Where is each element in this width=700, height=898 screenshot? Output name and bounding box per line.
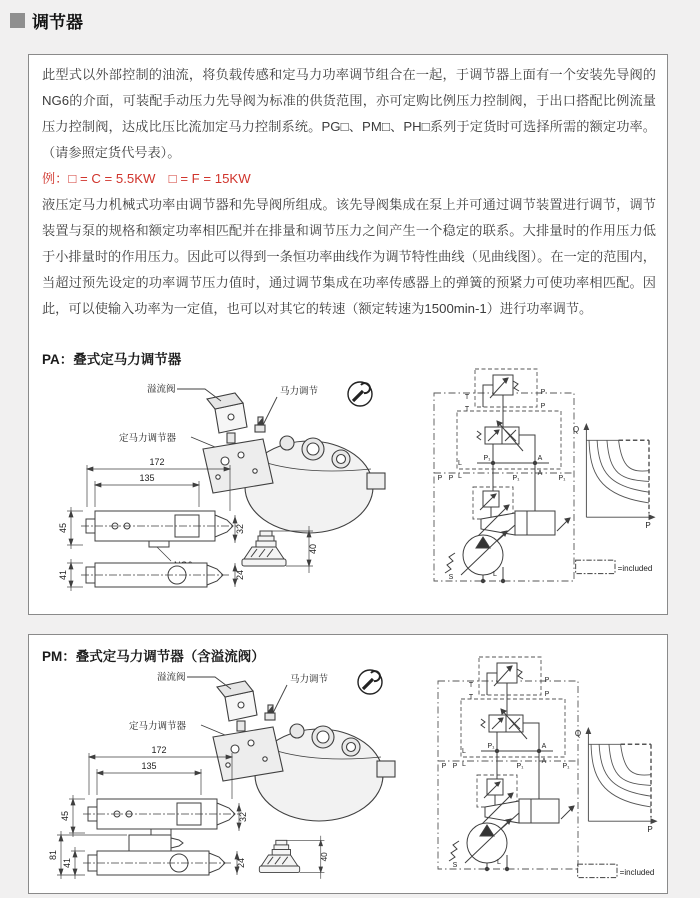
valve-side-view bbox=[83, 835, 233, 875]
circuit-frames bbox=[438, 657, 578, 869]
page-header bbox=[10, 8, 83, 33]
dim-total-width: 172 bbox=[149, 457, 165, 467]
pm-section-title: PM：叠式定马力调节器（含溢流阀） bbox=[42, 649, 265, 664]
wrench-icon bbox=[358, 670, 382, 694]
dim-flange-height: 40 bbox=[308, 543, 318, 555]
chart-ylabel: Q bbox=[574, 729, 582, 739]
dim-nose-height: 32 bbox=[235, 523, 245, 535]
port-p-top2: P bbox=[540, 403, 546, 410]
pa-dimension-drawing bbox=[57, 451, 247, 601]
dim-nose-height: 32 bbox=[238, 811, 248, 823]
dim-height: 45 bbox=[60, 810, 70, 822]
chart-curves bbox=[588, 744, 651, 817]
legend-swatch bbox=[578, 864, 617, 877]
intro-example: 例：□ = C = 5.5KW □ = F = 15KW bbox=[42, 171, 251, 186]
port-t2: T bbox=[464, 406, 470, 413]
chart-xlabel: P bbox=[647, 824, 653, 834]
dim-side-nose: 24 bbox=[236, 857, 246, 869]
port-p-top1: P bbox=[540, 389, 546, 396]
port-a1: A bbox=[541, 743, 547, 750]
port-l1: L bbox=[458, 460, 462, 467]
power-adjust-label: 马力调节 bbox=[290, 674, 329, 685]
pa-section-title: PA：叠式定马力调节器 bbox=[42, 352, 182, 367]
port-p1-right: P₁ bbox=[558, 475, 566, 482]
pilot-relief-valve-symbol bbox=[483, 375, 519, 427]
regulator-label: 定马力调节器 bbox=[129, 721, 187, 732]
legend-swatch bbox=[576, 560, 615, 573]
circuit-frames bbox=[434, 369, 574, 581]
port-p-top2: P bbox=[544, 691, 550, 698]
legend-note: =included bbox=[619, 867, 655, 877]
lower-relief-valve-symbol bbox=[480, 463, 499, 521]
dim-inner-width: 135 bbox=[141, 761, 157, 771]
relief-valve-label: 溢流阀 bbox=[157, 672, 186, 683]
port-l-bottom: L bbox=[493, 571, 497, 578]
dim-height: 45 bbox=[58, 522, 68, 534]
port-t2: T bbox=[468, 694, 474, 701]
legend-note: =included bbox=[617, 563, 653, 573]
flange-part bbox=[242, 531, 286, 566]
pm-panel bbox=[28, 634, 668, 894]
pa-panel bbox=[28, 54, 668, 615]
port-p-left2: P bbox=[452, 763, 458, 770]
port-l1: L bbox=[462, 748, 466, 755]
port-l2: L bbox=[462, 761, 466, 768]
wrench-icon bbox=[348, 382, 372, 406]
valve-top-view bbox=[83, 799, 239, 835]
relief-valve-label: 溢流阀 bbox=[147, 384, 176, 395]
chart-curves bbox=[586, 440, 649, 513]
section-bullet-icon bbox=[10, 13, 25, 28]
pm-dimension-drawing bbox=[48, 739, 248, 889]
pm-flange-drawing bbox=[241, 833, 351, 888]
pm-pq-chart bbox=[567, 721, 667, 891]
intro-text bbox=[42, 62, 656, 322]
port-p-left1: P bbox=[437, 475, 443, 482]
dim-total-width: 172 bbox=[151, 745, 167, 755]
port-spring-s: S bbox=[452, 862, 458, 869]
dim-side-height: 41 bbox=[62, 857, 72, 869]
dim-side-total-height: 81 bbox=[48, 849, 58, 861]
port-p-left2: P bbox=[448, 475, 454, 482]
pm-hydraulic-circuit bbox=[433, 651, 583, 883]
port-p-top1: P bbox=[544, 677, 550, 684]
lower-relief-valve-symbol bbox=[484, 751, 503, 809]
port-p1-low: P₁ bbox=[512, 475, 520, 482]
port-a2: A bbox=[537, 470, 543, 477]
chart-xlabel: P bbox=[645, 520, 651, 530]
pa-flange-drawing bbox=[227, 523, 337, 583]
intro-paragraph-1: 此型式以外部控制的油流，将负载传感和定马力功率调节组合在一起，于调节器上面有一个安装先导阀的NG6的介面，可装配手动压力先导阀为标准的供货范围，亦可定购比例压力控制阀，于出口搭配比例流量压力控制阀，达成比压比流加定马力控制系统。PG□、PM□、PH□系列于定货时可选择所需的额定功率。（请参照定货代号表）。 bbox=[42, 67, 656, 160]
port-a1: A bbox=[537, 455, 543, 462]
dim-inner-width: 135 bbox=[139, 473, 155, 483]
pa-pq-chart bbox=[565, 417, 665, 587]
port-t1: T bbox=[464, 394, 470, 401]
port-p1-right: P₁ bbox=[562, 763, 570, 770]
port-spring-s: S bbox=[448, 574, 454, 581]
page-title: 调节器 bbox=[32, 13, 83, 32]
regulator-label: 定马力调节器 bbox=[119, 433, 177, 444]
port-p1-mid: P₁ bbox=[483, 455, 491, 462]
port-p-left1: P bbox=[441, 763, 447, 770]
port-t1: T bbox=[468, 682, 474, 689]
valve-side-view bbox=[81, 563, 231, 587]
intro-paragraph-2: 液压定马力机械式功率由调节器和先导阀所组成。该先导阀集成在泵上并可通过调节装置进行调节，调节装置与泵的规格和额定功率相匹配并在排量和调节压力之间产生一个稳定的联系。大排量时的作用压力低于小排量时的作用压力。因此可以得到一条恒功率曲线作为调节特性曲线（见曲线图）。在一定的范围内，当超过预先设定的功率调节压力值时，通过调节集成在功率传感器上的弹簧的预紧力可使功率相匹配。因此，可以使输入功率为一定值，也可以对其它的转速（额定转速为1500min-1）进行功率调节。 bbox=[42, 197, 656, 316]
flange-part bbox=[259, 840, 299, 872]
power-adjust-label: 马力调节 bbox=[280, 386, 319, 397]
chart-ylabel: Q bbox=[572, 425, 580, 435]
port-l2: L bbox=[458, 473, 462, 480]
pa-hydraulic-circuit bbox=[429, 363, 579, 595]
pilot-relief-valve-symbol bbox=[487, 663, 523, 715]
port-l-bottom: L bbox=[497, 859, 501, 866]
valve-top-view bbox=[81, 511, 237, 547]
dim-side-nose: 24 bbox=[235, 569, 245, 581]
dim-flange-height: 40 bbox=[320, 852, 330, 862]
port-p1-low: P₁ bbox=[516, 763, 524, 770]
dim-side-height: 41 bbox=[58, 569, 68, 581]
port-a2: A bbox=[541, 758, 547, 765]
port-p1-mid: P₁ bbox=[487, 743, 495, 750]
